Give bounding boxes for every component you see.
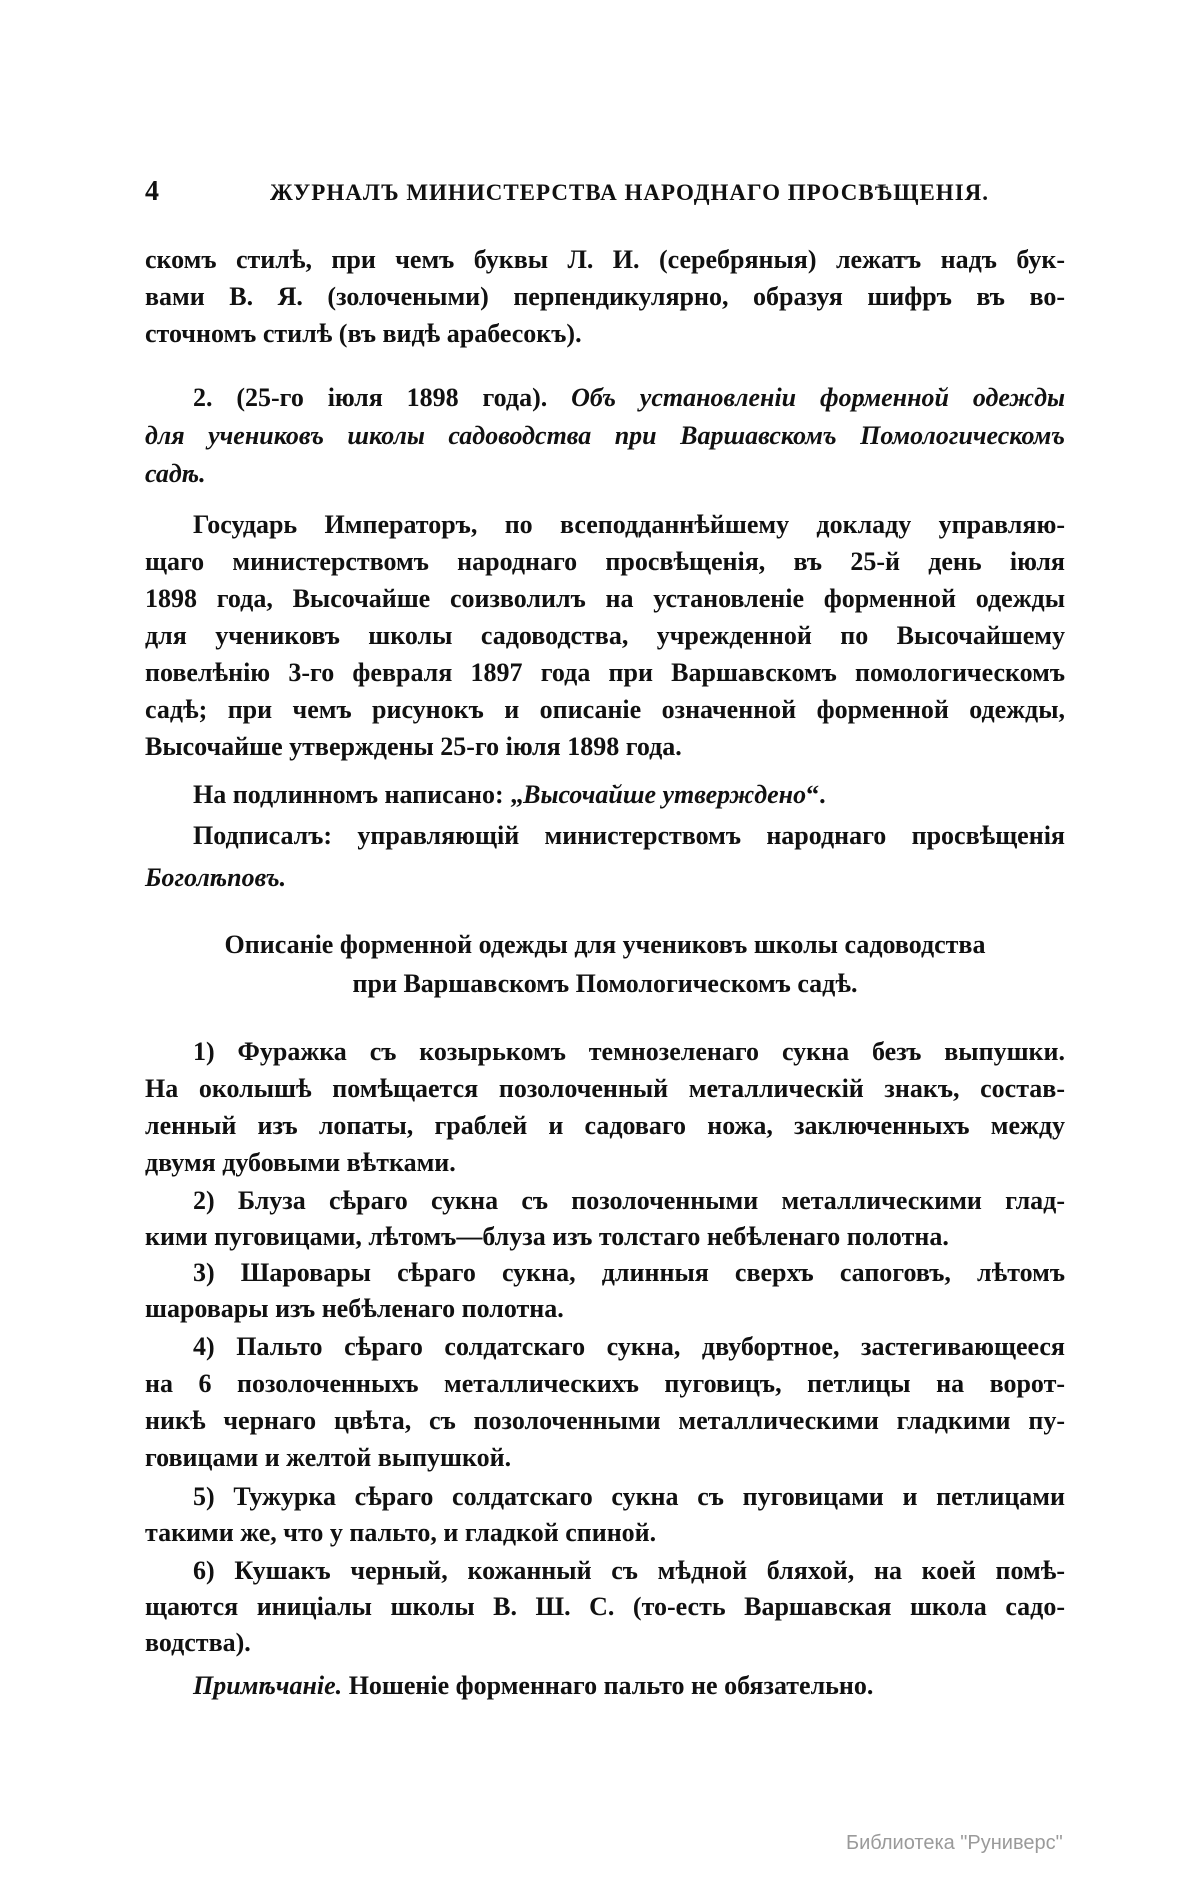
text-line <box>145 1073 1065 1105</box>
text-line <box>145 1036 1065 1068</box>
section-heading-line <box>145 929 1065 961</box>
text-segment: скомъ стилѣ, при чемъ буквы Л. И. (серебряныя) лежатъ надъ бук- <box>145 245 1065 274</box>
text-line <box>145 820 1065 852</box>
text-line <box>145 458 1065 490</box>
italic-text: Боголѣповъ. <box>145 863 287 892</box>
italic-text: Высочайше утверждено <box>523 780 807 809</box>
text-line <box>145 583 1065 615</box>
text-segment: повелѣнію 3-го февраля 1897 года при Варшавскомъ помологическомъ <box>145 658 1065 687</box>
text-line <box>145 244 1065 276</box>
text-segment: щаго министерствомъ народнаго просвѣщенія, въ 25-й день іюля <box>145 547 1065 576</box>
text-segment: 2. (25-го іюля 1898 года). <box>193 383 572 412</box>
text-segment: 1) Фуражка съ козырькомъ темнозеленаго сукна безъ выпушки. <box>193 1037 1065 1066</box>
running-title: ЖУРНАЛЪ МИНИСТЕРСТВА НАРОДНАГО ПРОСВѢЩЕНІЯ. <box>270 180 990 205</box>
text-segment: ленный изъ лопаты, граблей и садоваго ножа, заключенныхъ между <box>145 1111 1065 1140</box>
text-segment: 4) Пальто сѣраго солдатскаго сукна, двубортное, застегивающееся <box>193 1332 1065 1361</box>
text-segment: двумя дубовыми вѣтками. <box>145 1148 456 1177</box>
text-line <box>145 1110 1065 1142</box>
text-segment: для учениковъ школы садоводства, учрежденной по Высочайшему <box>145 621 1065 650</box>
text-segment: Подписалъ: управляющій министерствомъ народнаго просвѣщенія <box>193 821 1065 850</box>
text-line <box>145 1591 1065 1623</box>
italic-text: для учениковъ школы садоводства при Варшавскомъ Помологическомъ <box>145 421 1065 450</box>
text-segment: такими же, что у пальто, и гладкой спиной. <box>145 1518 657 1547</box>
text-segment: На подлинномъ написано: „ <box>193 780 524 809</box>
text-segment: Высочайше утверждены 25-го іюля 1898 года. <box>145 732 682 761</box>
text-segment: 6) Кушакъ черный, кожанный съ мѣдной бляхой, на коей помѣ- <box>193 1556 1065 1585</box>
text-line <box>145 382 1065 414</box>
italic-text: садѣ. <box>145 459 206 488</box>
text-line <box>145 281 1065 313</box>
text-line <box>145 1331 1065 1363</box>
text-line <box>145 1517 1065 1549</box>
text-segment: говицами и желтой выпушкой. <box>145 1443 512 1472</box>
page-number: 4 <box>145 176 159 207</box>
text-line <box>145 420 1065 452</box>
text-segment: водства). <box>145 1628 251 1657</box>
text-segment: 1898 года, Высочайше соизволилъ на установленіе форменной одежды <box>145 584 1065 613</box>
section-heading-line <box>145 968 1065 1000</box>
text-segment: На околышѣ помѣщается позолоченный металлическій знакъ, состав- <box>145 1074 1065 1103</box>
text-segment: Государь Императоръ, по всеподданнѣйшему докладу управляю- <box>193 510 1065 539</box>
text-line <box>145 694 1065 726</box>
text-segment: кими пуговицами, лѣтомъ—блуза изъ толстаго небѣленаго полотна. <box>145 1222 949 1251</box>
text-segment: 3) Шаровары сѣраго сукна, длинныя сверхъ сапоговъ, лѣтомъ <box>193 1258 1065 1287</box>
text-line <box>145 657 1065 689</box>
text-segment: Ношеніе форменнаго пальто не обязательно. <box>342 1671 874 1700</box>
text-line <box>145 509 1065 541</box>
text-line <box>145 862 1065 894</box>
text-segment: садѣ; при чемъ рисунокъ и описаніе означенной форменной одежды, <box>145 695 1065 724</box>
text-line <box>145 1368 1065 1400</box>
text-segment: 5) Тужурка сѣраго солдатскаго сукна съ пуговицами и петлицами <box>193 1482 1065 1511</box>
text-line <box>145 1481 1065 1513</box>
text-segment: при Варшавскомъ Помологическомъ садѣ. <box>352 969 858 998</box>
text-line <box>145 620 1065 652</box>
text-line <box>145 1221 1065 1253</box>
text-line <box>145 1257 1065 1289</box>
text-segment: шаровары изъ небѣленаго полотна. <box>145 1294 564 1323</box>
text-line <box>145 1627 1065 1659</box>
text-segment: 2) Блуза сѣраго сукна съ позолоченными металлическими глад- <box>193 1186 1065 1215</box>
text-line <box>145 1147 1065 1179</box>
text-line <box>145 731 1065 763</box>
text-line <box>145 1185 1065 1217</box>
italic-text: Объ установленіи форменной одежды <box>571 383 1066 412</box>
text-line <box>145 1442 1065 1474</box>
library-watermark: Библиотека "Руниверс" <box>846 1832 1063 1854</box>
text-line <box>145 318 1065 350</box>
text-line <box>145 1670 1065 1702</box>
text-segment: никѣ чернаго цвѣта, съ позолоченными металлическими гладкими пу- <box>145 1406 1065 1435</box>
text-segment: сточномъ стилѣ (въ видѣ арабесокъ). <box>145 319 582 348</box>
text-segment: вами В. Я. (золочеными) перпендикулярно, образуя шифръ въ во- <box>145 282 1065 311</box>
text-line <box>145 1555 1065 1587</box>
text-segment: “. <box>806 780 826 809</box>
italic-text: Примѣчаніе. <box>193 1671 343 1700</box>
text-line <box>145 1293 1065 1325</box>
text-line <box>145 779 1065 811</box>
text-segment: щаются иниціалы школы В. Ш. С. (то-есть Варшавская школа садо- <box>145 1592 1065 1621</box>
text-line <box>145 1405 1065 1437</box>
text-segment: Описаніе форменной одежды для учениковъ школы садоводства <box>224 930 986 959</box>
text-segment: на 6 позолоченныхъ металлическихъ пуговицъ, петлицы на ворот- <box>145 1369 1065 1398</box>
text-line <box>145 546 1065 578</box>
